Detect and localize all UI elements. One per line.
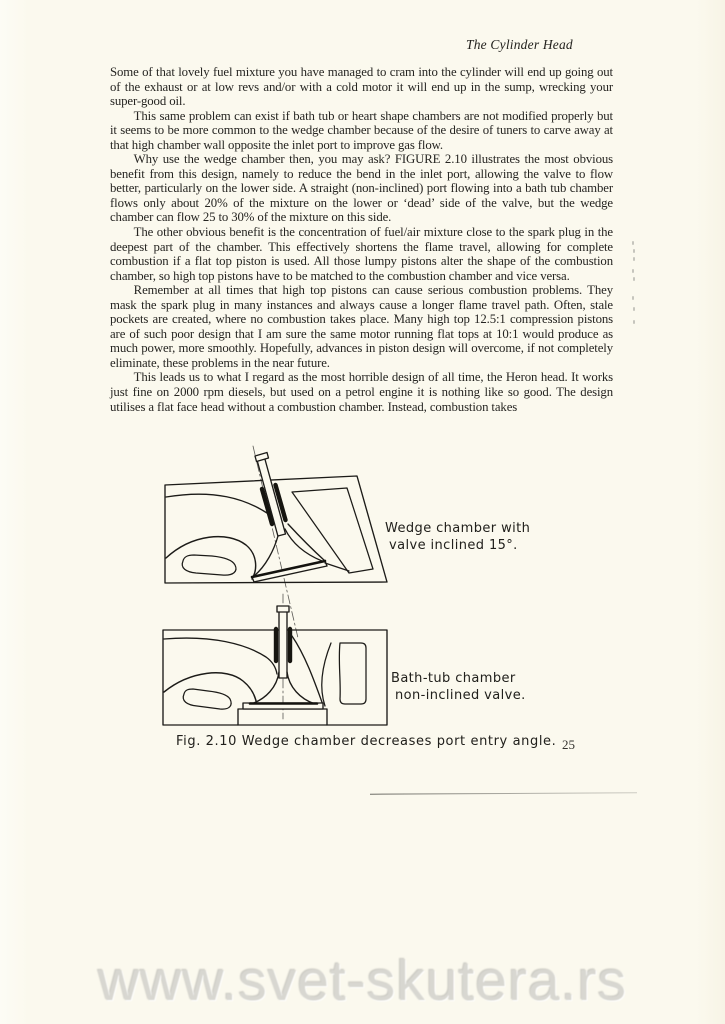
watermark: www.svet-skutera.rs	[98, 949, 627, 1013]
figure-caption: Fig. 2.10 Wedge chamber decreases port entry angle.	[176, 734, 557, 749]
figure-label-bathtub-line1: Bath-tub chamber	[391, 671, 516, 686]
wedge-chamber-drawing	[165, 446, 387, 638]
bathtub-chamber-drawing	[163, 594, 387, 725]
figure-label-wedge-line2: valve inclined 15°.	[389, 538, 518, 553]
scan-artifact-line	[370, 792, 637, 794]
body-paragraph: Some of that lovely fuel mixture you have managed to cram into the cylinder will end up going out of the exhaust or at low revs and/or with a cold motor it will end up in the sump, wrecking your super-good oil.	[110, 65, 613, 109]
figure-label-wedge-line1: Wedge chamber with	[385, 521, 531, 536]
body-paragraph: The other obvious benefit is the concentration of fuel/air mixture close to the spark plug in the deepest part of the chamber. This effectively shortens the flame travel, allowing for complete combustion if a flat top piston is used. All those lumpy pistons alter the shape of the combustion chamber, so high top pistons have to be matched to the combustion chamber and vice versa.	[110, 225, 613, 283]
body-paragraph: Why use the wedge chamber then, you may ask? FIGURE 2.10 illustrates the most obvious benefit from this design, namely to reduce the bend in the inlet port, allowing the valve to flow better, particularly on the lower side. A straight (non-inclined) port flowing into a bath tub chamber flows only about 20% of the mixture on the lower or ‘dead’ side of the valve, but the wedge chamber can flow 25 to 30% of the mixture on this side.	[110, 152, 613, 225]
body-paragraph: This same problem can exist if bath tub or heart shape chambers are not modified properly but it seems to be more common to the wedge chamber because of the desire of tuners to carve away at that high chamber wall opposite the inlet port to improve gas flow.	[110, 108, 613, 152]
body-text-block	[110, 65, 613, 414]
figure-2-10-diagram	[140, 430, 600, 775]
running-header: The Cylinder Head	[466, 37, 573, 52]
page-number: 25	[562, 737, 575, 752]
body-paragraph: Remember at all times that high top pistons can cause serious combustion problems. They mask the spark plug in many instances and always cause a longer flame travel path. Often, stale pockets are created, where no combustion takes place. Many high top 12.5:1 compression pistons are of such poor design that I am sure the same motor running flat tops at 10:1 would produce as much power, more smoothly. Hopefully, advances in piston design will overcome, if not completely eliminate, these problems in the near future.	[110, 283, 613, 370]
figure-label-bathtub-line2: non-inclined valve.	[395, 688, 526, 703]
body-paragraph: This leads us to what I regard as the most horrible design of all time, the Heron head. It works just fine on 2000 rpm diesels, but used on a petrol engine it is nothing like so good. The design utilises a flat face head without a combustion chamber. Instead, combustion takes	[110, 370, 613, 414]
figure-label-bathtub	[391, 670, 526, 704]
figure-label-wedge	[385, 520, 530, 554]
